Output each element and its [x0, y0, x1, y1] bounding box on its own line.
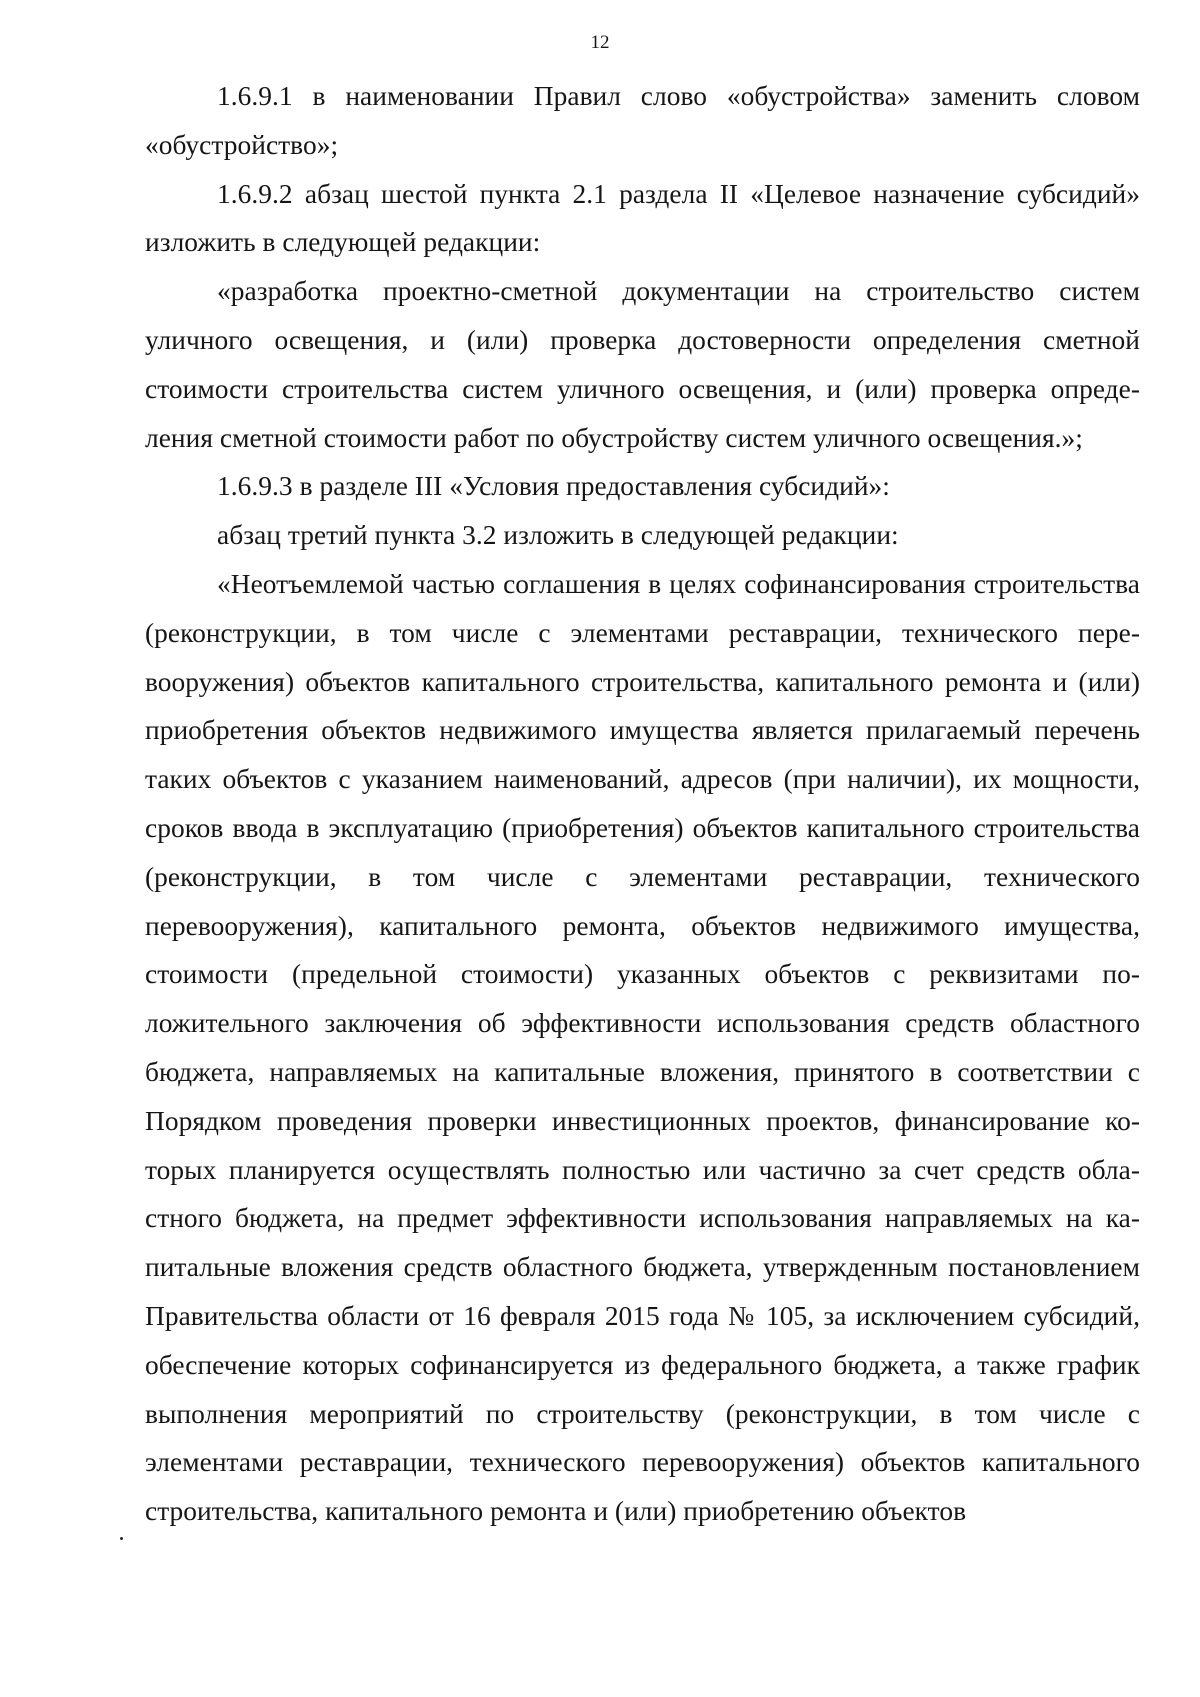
scan-speck [120, 1537, 123, 1540]
paragraph-1-6-9-2: 1.6.9.2 абзац шестой пункта 2.1 раздела II «Целевое назначение субсидий» изложить в следующей редакции: [145, 178, 1140, 258]
paragraph-1-6-9-3: 1.6.9.3 в разделе III «Условия предоставления субсидий»: [217, 471, 890, 502]
quoted-amendment-agreement-text: «Неотъемлемой частью соглашения в целях софинансирования строительства (реконструкции, в том числе с элементами реставрации, технического перевооружения) объектов капитального строительства, капитального ремонта и (или) приобретения объектов недвижимого имущества является прилагаемый перечень таких объектов с указанием наименований, адресов (при наличии), их мощности, сроков ввода в эксплуатацию (приобретения) объектов капитального строительства (реконструкции, в том числе с элементами реставрации, технического перевооружения), капитального ремонта, объектов недвижимого имущества, стоимости (предельной стоимости) указанных объектов с реквизитами положительного заключения об эффективности использования средств областного бюджета, направляемых на капитальные вложения, принятого в соответствии с Порядком проведения проверки инвестиционных проектов, финансирование которых планируется осуществлять полностью или частично за счет средств областного бюджета, на предмет эффективности использования направляемых на капитальные вложения средств областного бюджета, утвержденным постановлением Правительства области от 16 февраля 2015 года № 105, за исключением субсидий, обеспечение которых софинансируется из федерального бюджета, а также график выполнения мероприятий по строительству (реконструкции, в том числе с элементами реставрации, технического перевооружения) объектов капитального строительства, капитального ремонта и (или) приобретению объектов [145, 568, 1140, 1527]
quoted-amendment-street-lighting: «разработка проектно-сметной документации на строительство систем уличного освещения, и (или) проверка достоверности определения сметной стоимости строительства систем уличного освещения, и (или) проверка определения сметной стоимости работ по обустройству систем уличного освещения.»; [145, 276, 1140, 453]
paragraph-1-6-9-1: 1.6.9.1 в наименовании Правил слово «обустройства» заменить словом «обустройство»; [145, 81, 1140, 160]
paragraph-point-3-2-intro: абзац третий пункта 3.2 изложить в следующей редакции: [217, 520, 899, 551]
document-body [145, 72, 1140, 1536]
page-number: 12 [590, 32, 610, 53]
